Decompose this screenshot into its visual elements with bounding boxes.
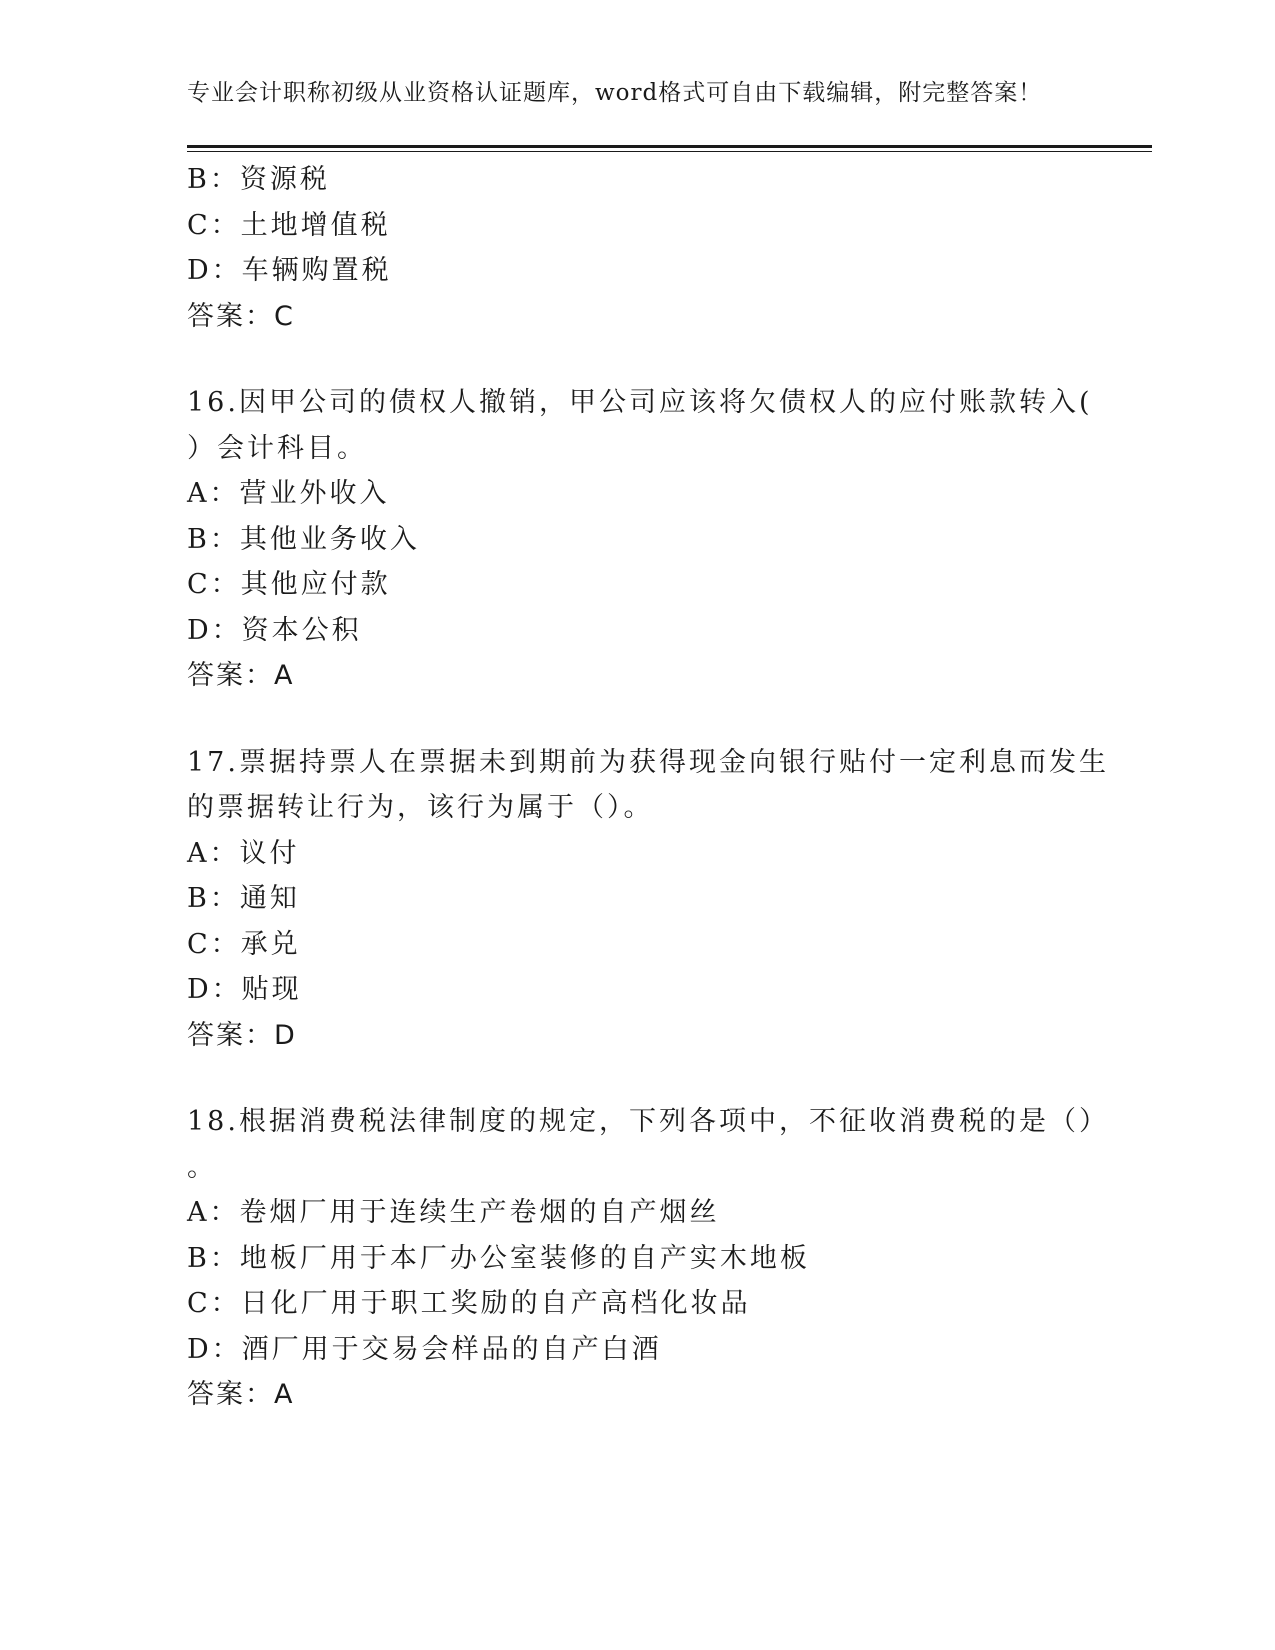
answer-line: 答案：D: [187, 1019, 297, 1051]
question-stem-line: 18.根据消费税法律制度的规定，下列各项中，不征收消费税的是（）: [187, 1106, 1109, 1137]
question-16: [187, 380, 1093, 699]
option-a: A：卷烟厂用于连续生产卷烟的自产烟丝: [187, 1197, 720, 1228]
option-d: D：酒厂用于交易会样品的自产白酒: [187, 1333, 662, 1365]
answer-line: 答案：A: [187, 660, 295, 691]
option-c: C：土地增值税: [187, 209, 391, 241]
question-15-continued: [187, 157, 1087, 339]
option-d: D：资本公积: [187, 614, 362, 646]
option-a: A：营业外收入: [187, 478, 390, 509]
option-c: C：承兑: [187, 928, 301, 960]
option-b: B：通知: [187, 883, 300, 914]
option-d: D：车辆购置税: [187, 255, 392, 286]
question-stem-line: 的票据转让行为，该行为属于（）。: [187, 792, 654, 823]
question-stem-line: 17.票据持票人在票据未到期前为获得现金向银行贴付一定利息而发生: [187, 746, 1109, 778]
question-stem-line: 。: [187, 1151, 217, 1183]
question-stem-line: ）会计科目。: [187, 432, 367, 464]
option-c: C：日化厂用于职工奖励的自产高档化妆品: [187, 1288, 751, 1319]
option-c: C：其他应付款: [187, 569, 391, 600]
question-stem-line: 16.因甲公司的债权人撤销，甲公司应该将欠债权人的应付账款转入(: [187, 387, 1093, 418]
option-a: A：议付: [187, 837, 300, 869]
answer-line: 答案：C: [187, 300, 295, 332]
header-rule-thin: [187, 151, 1152, 152]
answer-line: 答案：A: [187, 1379, 295, 1410]
option-d: D：贴现: [187, 974, 302, 1005]
option-b: B：其他业务收入: [187, 523, 420, 555]
option-b: B：地板厂用于本厂办公室装修的自产实木地板: [187, 1242, 810, 1274]
page-header: 专业会计职称初级从业资格认证题库，word格式可自由下载编辑，附完整答案！: [187, 80, 1043, 106]
question-17: [187, 740, 1109, 1059]
document-body: [187, 157, 1109, 1418]
header-rule-thick: [187, 145, 1152, 148]
option-b: B：资源税: [187, 164, 330, 195]
question-18: [187, 1099, 1109, 1418]
